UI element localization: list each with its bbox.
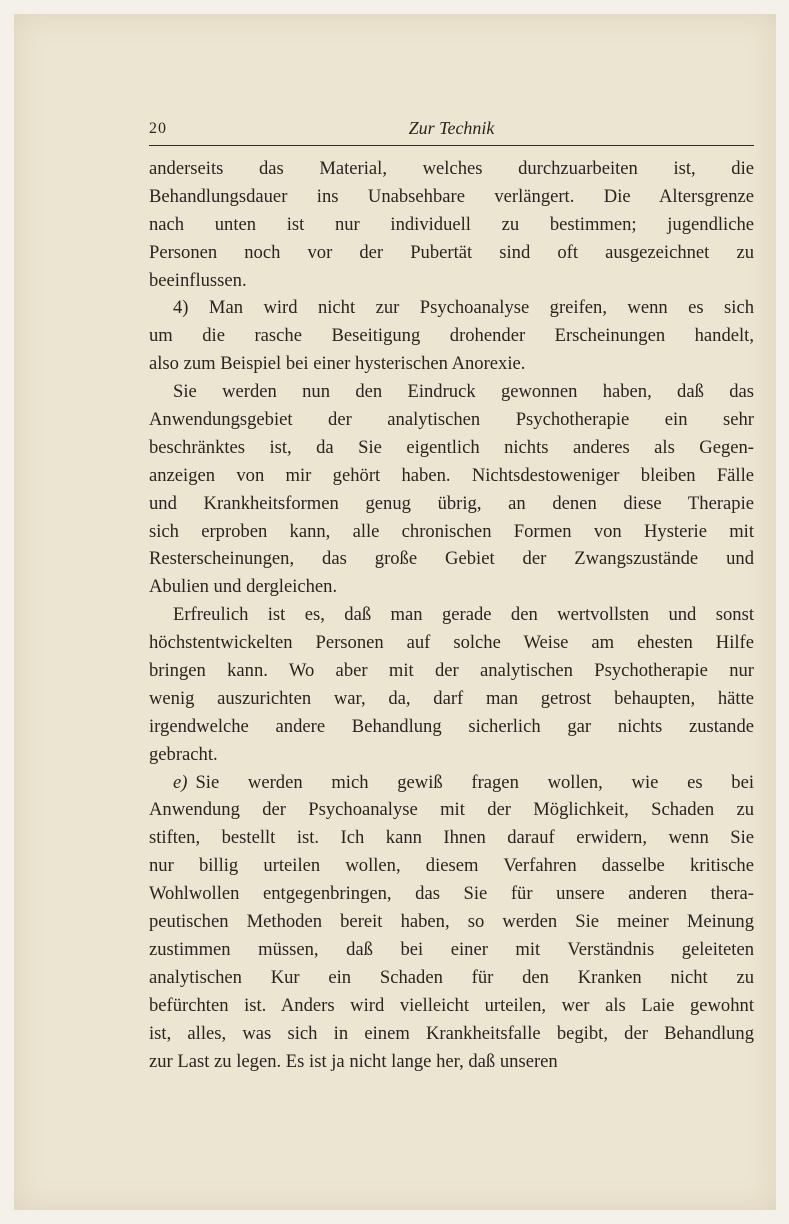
text-line: nur billig urteilen wollen, diesem Verfahren dasselbe kritische [149,855,754,877]
text-line: anzeigen von mir gehört haben. Nichtsdestoweniger bleiben Fälle [149,464,754,486]
text-line: befürchten ist. Anders wird vielleicht urteilen, wer als Laie gewohnt [149,994,754,1016]
text-line: und Krankheitsformen genug übrig, an denen diese Therapie [149,492,754,514]
header-rule [149,145,754,146]
page-header [149,118,754,142]
text-line: bringen kann. Wo aber mit der analytischen Psychotherapie nur [149,660,754,682]
text-line: zustimmen müssen, daß bei einer mit Verständnis geleiteten [149,938,754,960]
text-line: peutischen Methoden bereit haben, so werden Sie meiner Meinung [149,911,754,933]
paragraph [149,601,754,768]
running-title: Zur Technik [408,118,495,138]
text-line: ist, alles, was sich in einem Krankheitsfalle begibt, der Behandlung [149,1022,754,1044]
text-line: Abulien und dergleichen. [149,576,338,598]
text-line: beeinflussen. [149,269,247,291]
text-line: gebracht. [149,743,218,765]
paragraph [149,155,754,294]
text-line: Resterscheinungen, das große Gebiet der Zwangszustände und [149,548,754,570]
list-marker: e) [173,771,188,793]
paragraph [149,294,754,378]
text-line: irgendwelche andere Behandlung sicherlich gar nichts zustande [149,715,754,737]
text-line: Anwendung der Psychoanalyse mit der Möglichkeit, Schaden zu [149,799,754,821]
text-line: Behandlungsdauer ins Unabsehbare verlängert. Die Altersgrenze [149,185,754,207]
text-line: also zum Beispiel bei einer hysterischen Anorexie. [149,353,526,375]
text-line: beschränktes ist, da Sie eigentlich nichts anderes als Gegen- [149,436,754,458]
text-line: Personen noch vor der Pubertät sind oft ausgezeichnet zu [149,241,754,263]
text-line [149,769,754,797]
text-line: Wohlwollen entgegenbringen, das Sie für unsere anderen thera- [149,883,754,905]
text-line: Anwendungsgebiet der analytischen Psychotherapie ein sehr [149,409,754,431]
text-line: höchstentwickelten Personen auf solche Weise am ehesten Hilfe [149,632,754,654]
body-text [149,155,754,1075]
paragraph [149,378,754,601]
text-line: um die rasche Beseitigung drohender Erscheinungen handelt, [149,325,754,347]
text-line: 4) Man wird nicht zur Psychoanalyse greifen, wenn es sich [173,297,754,319]
text-line: Erfreulich ist es, daß man gerade den wertvollsten und sonst [173,604,754,626]
text-line: nach unten ist nur individuell zu bestimmen; jugendliche [149,213,754,235]
text-line: analytischen Kur ein Schaden für den Kranken nicht zu [149,966,754,988]
line-text: Sie werden mich gewiß fragen wollen, wie es bei [195,771,754,793]
book-page [14,14,776,1210]
text-line: wenig auszurichten war, da, darf man getrost behaupten, hätte [149,687,754,709]
text-line: Sie werden nun den Eindruck gewonnen haben, daß das [173,381,754,403]
text-line: sich erproben kann, alle chronischen Formen von Hysterie mit [149,520,754,542]
text-line: anderseits das Material, welches durchzuarbeiten ist, die [149,158,754,179]
paragraph [149,769,754,1076]
text-line: zur Last zu legen. Es ist ja nicht lange her, daß unseren [149,1050,558,1072]
text-line: stiften, bestellt ist. Ich kann Ihnen darauf erwidern, wenn Sie [149,827,754,849]
page-number: 20 [149,120,167,137]
